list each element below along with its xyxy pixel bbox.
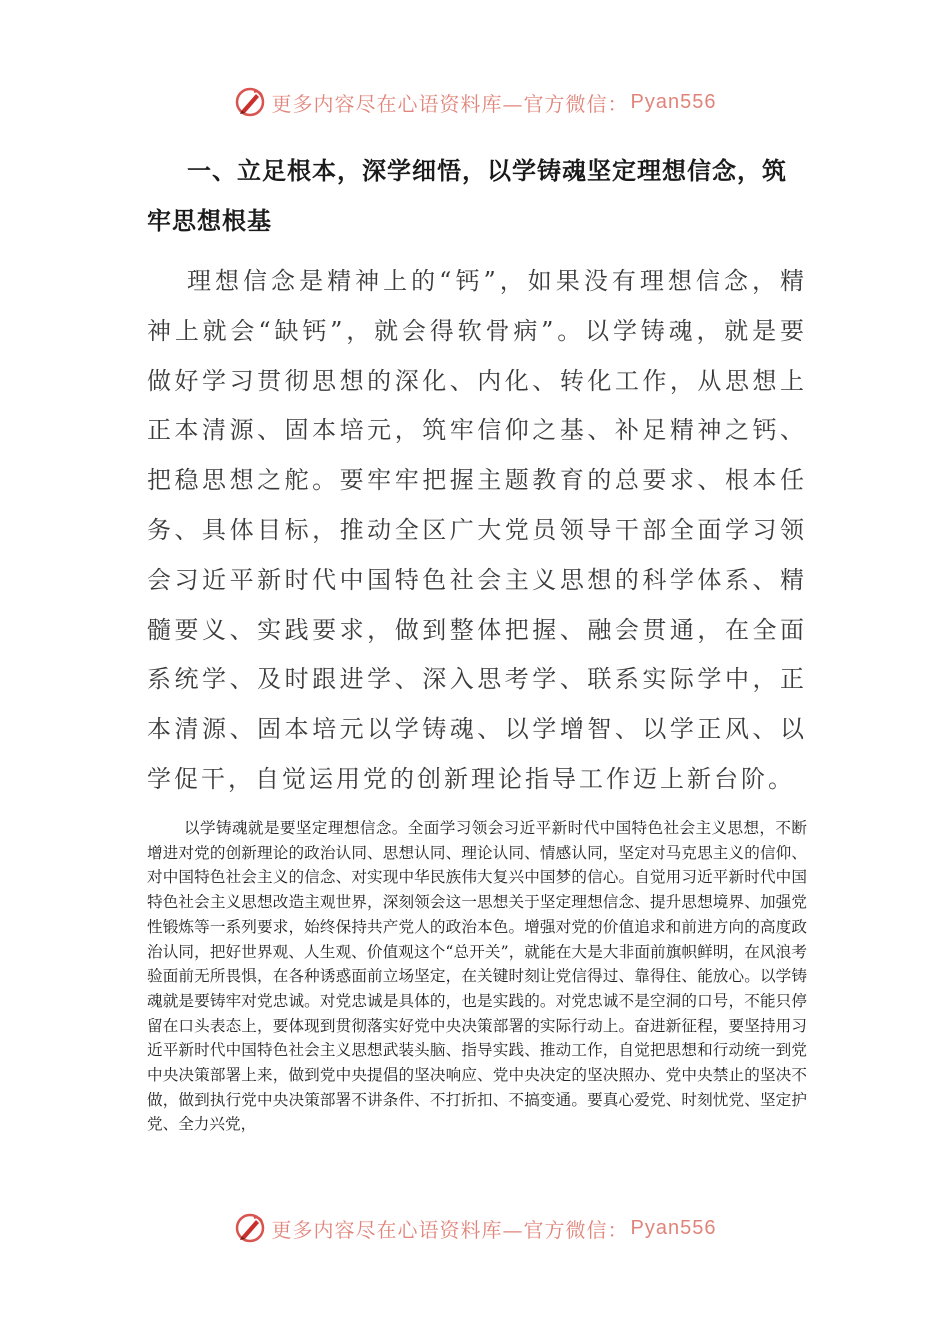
section-heading: 一、立足根本，深学细悟，以学铸魂坚定理想信念，筑牢思想根基: [147, 157, 787, 235]
body-paragraph-large: 理想信念是精神上的“钙”，如果没有理想信念，精神上就会“缺钙”，就会得软骨病”。以学铸魂，就是要做好学习贯彻思想的深化、内化、转化工作，从思想上正本清源、固本培元，筑牢信仰之基、补足精神之钙、把稳思想之舵。要牢牢把握主题教育的总要求、根本任务、具体目标，推动全区广大党员领导干部全面学习领会习近平新时代中国特色社会主义思想的科学体系、精髓要义、实践要求，做到整体把握、融会贯通，在全面系统学、及时跟进学、深入思考学、联系实际学中，正本清源、固本培元以学铸魂、以学增智、以学正风、以学促干，自觉运用党的创新理论指导工作迈上新台阶。: [147, 267, 807, 793]
body-paragraph-small: 以学铸魂就是要坚定理想信念。全面学习领会习近平新时代中国特色社会主义思想，不断增进对党的创新理论的政治认同、思想认同、理论认同、情感认同，坚定对马克思主义的信仰、对中国特色社会主义的信念、对实现中华民族伟大复兴中国梦的信心。自觉用习近平新时代中国特色社会主义思想改造主观世界，深刻领会这一思想关于坚定理想信念、提升思想境界、加强党性锻炼等一系列要求，始终保持共产党人的政治本色。增强对党的价值追求和前进方向的高度政治认同，把好世界观、人生观、价值观这个“总开关”，就能在大是大非面前旗帜鲜明，在风浪考验面前无所畏惧，在各种诱惑面前立场坚定，在关键时刻让党信得过、靠得住、能放心。以学铸魂就是要铸牢对党忠诚。对党忠诚是具体的，也是实践的。对党忠诚不是空洞的口号，不能只停留在口头表态上，要体现到贯彻落实好党中央决策部署的实际行动上。奋进新征程，要坚持用习近平新时代中国特色社会主义思想武装头脑、指导实践、推动工作，自觉把思想和行动统一到党中央决策部署上来，做到党中央提倡的坚决响应、党中央决定的坚决照办、党中央禁止的坚决不做，做到执行党中央决策部署不讲条件、不打折扣、不搞变通。要真心爱党、时刻忧党、坚定护党、全力兴党，: [147, 819, 807, 1134]
header-watermark: [0, 82, 950, 122]
footer-watermark: [0, 1208, 950, 1248]
watermark-text: 更多内容尽在心语资料库—官方微信：: [271, 91, 629, 116]
watermark-text: 更多内容尽在心语资料库—官方微信：: [271, 1217, 629, 1242]
pen-logo-icon: [234, 1212, 266, 1244]
pen-logo-icon: [234, 86, 266, 118]
wechat-id: Pyan556: [630, 1216, 717, 1239]
wechat-id: Pyan556: [630, 90, 717, 113]
